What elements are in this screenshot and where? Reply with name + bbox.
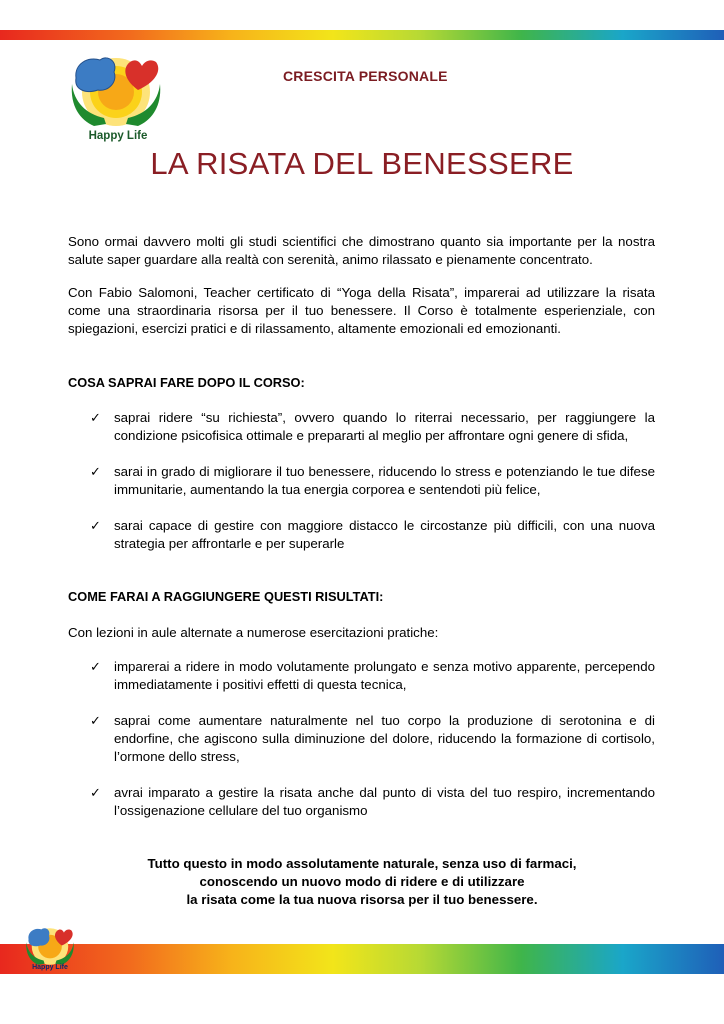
footer-logo [24, 924, 76, 968]
closing-line-3: la risata come la tua nuova risorsa per il tuo benessere. [186, 892, 538, 907]
checkmark-icon: ✓ [90, 785, 101, 800]
logo-caption: Happy Life [88, 130, 148, 142]
list-item-text: sarai capace di gestire con maggiore distacco le circostanze più difficili, con una nuova strategia per affrontarle e per superarle [114, 518, 655, 551]
closing-statement [0, 855, 724, 909]
list-item [68, 517, 655, 553]
bottom-rainbow-bar [0, 944, 724, 974]
closing-line-2: conoscendo un nuovo modo di ridere e di utilizzare [199, 874, 525, 889]
list-item [68, 784, 655, 820]
top-rainbow-bar [0, 30, 724, 40]
list-item-text: sarai in grado di migliorare il tuo benessere, riducendo lo stress e potenziando le tue difese immunitarie, aumentando la tua energia corporea e sentendoti più felice, [114, 464, 655, 497]
footer-logo-caption: Happy Life [32, 964, 68, 971]
outcomes-list [68, 409, 655, 571]
method-intro: Con lezioni in aule alternate a numerose esercitazioni pratiche: [68, 625, 439, 640]
list-item-text: avrai imparato a gestire la risata anche dal punto di vista del tuo respiro, incrementando l’ossigenazione cellulare del tuo organismo [114, 785, 655, 818]
list-item [68, 712, 655, 766]
brain-icon [76, 58, 115, 92]
intro-paragraph-2: Con Fabio Salomoni, Teacher certificato di “Yoga della Risata”, imparerai ad utilizzare la risata come una straordinaria risorsa per il tuo benessere. Il Corso è totalmente esperienziale, con spiegazioni, esercizi pratici e di rilassamento, altamente emozionali ed emozionanti. [68, 285, 655, 336]
section-heading-outcomes: COSA SAPRAI FARE DOPO IL CORSO: [68, 375, 305, 390]
checkmark-icon: ✓ [90, 410, 101, 425]
page-title: LA RISATA DEL BENESSERE [150, 146, 574, 181]
category-label: CRESCITA PERSONALE [283, 68, 448, 84]
list-item-text: saprai come aumentare naturalmente nel tuo corpo la produzione di serotonina e di endorfine, che agiscono sulla diminuzione del dolore, riducendo la formazione di cortisolo, l’ormone dello stress, [114, 713, 655, 764]
intro-paragraph-1: Sono ormai davvero molti gli studi scientifici che dimostrano quanto sia importante per la nostra salute saper guardare alla realtà con serenità, animo rilassato e pienamente concentrato. [68, 234, 655, 267]
list-item [68, 658, 655, 694]
brain-icon [28, 928, 49, 946]
list-item-text: imparerai a ridere in modo volutamente prolungato e senza motivo apparente, percependo immediatamente i positivi effetti di questa tecnica, [114, 659, 655, 692]
checkmark-icon: ✓ [90, 464, 101, 479]
checkmark-icon: ✓ [90, 659, 101, 674]
checkmark-icon: ✓ [90, 518, 101, 533]
method-list [68, 658, 655, 838]
list-item-text: saprai ridere “su richiesta”, ovvero quando lo riterrai necessario, per raggiungere la condizione psicofisica ottimale e prepararti al meglio per affrontare ogni genere di sfida, [114, 410, 655, 443]
closing-line-1: Tutto questo in modo assolutamente naturale, senza uso di farmaci, [147, 856, 577, 871]
happy-life-logo [68, 50, 164, 132]
list-item [68, 463, 655, 499]
section-heading-method: COME FARAI A RAGGIUNGERE QUESTI RISULTATI: [68, 589, 384, 604]
checkmark-icon: ✓ [90, 713, 101, 728]
list-item [68, 409, 655, 445]
